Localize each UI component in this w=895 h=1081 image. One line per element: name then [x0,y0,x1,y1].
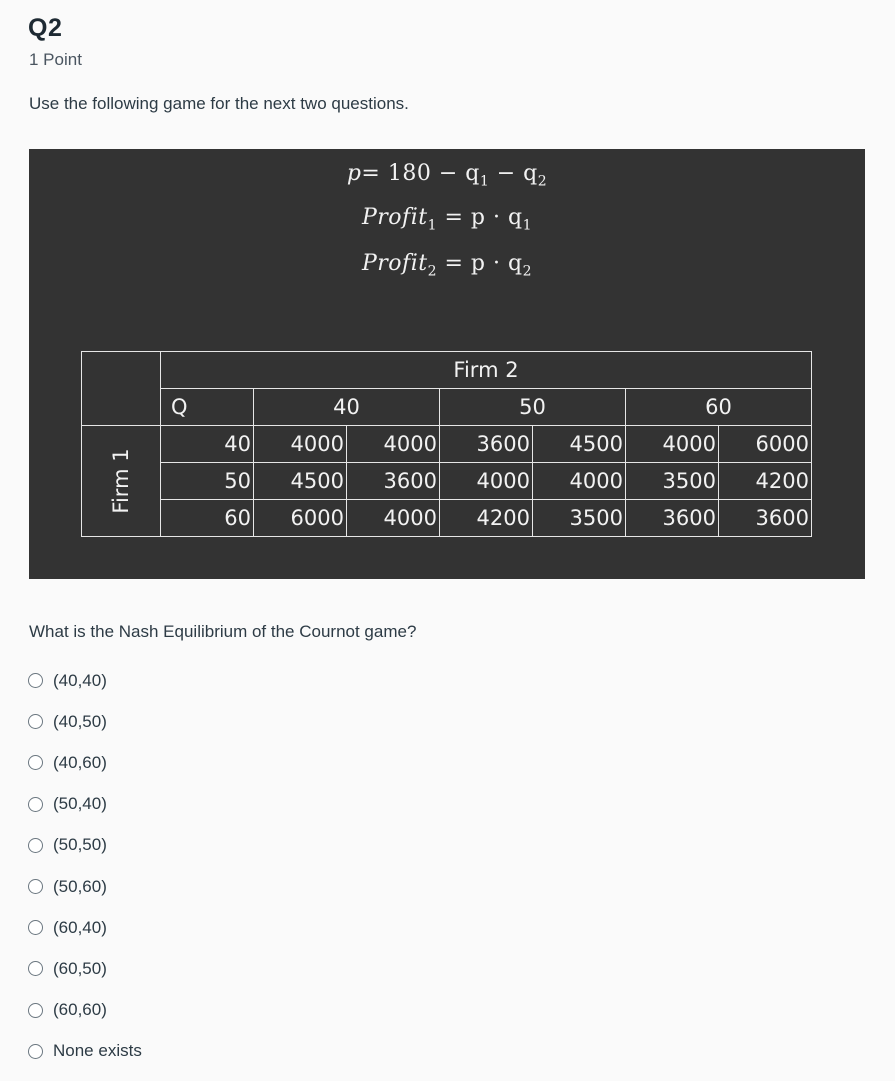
payoff-cell: 4200 [719,463,812,500]
option-label: (50,60) [53,876,107,896]
option-40-50[interactable] [28,701,142,742]
payoff-matrix [81,351,812,537]
col-strategy-60: 60 [626,389,812,426]
option-50-60[interactable] [28,866,142,907]
payoff-cell: 3600 [347,463,440,500]
option-label: (40,50) [53,711,107,731]
table-row [82,500,812,537]
col-player-label: Firm 2 [161,352,812,389]
option-60-40[interactable] [28,907,142,948]
question-points: 1 Point [29,50,82,69]
radio-button[interactable] [28,673,43,688]
option-label: None exists [53,1041,142,1061]
option-label: (40,40) [53,670,107,690]
payoff-cell: 3500 [626,463,719,500]
payoff-cell: 4500 [254,463,347,500]
row-strategy: 50 [161,463,254,500]
question-intro: Use the following game for the next two questions. [29,94,409,113]
row-player-cell [82,426,161,537]
option-label: (60,50) [53,958,107,978]
payoff-cell: 4000 [347,426,440,463]
radio-button[interactable] [28,797,43,812]
payoff-cell: 4000 [254,426,347,463]
payoff-cell: 4200 [440,500,533,537]
row-player-label: Firm 1 [109,448,133,514]
payoff-cell: 4000 [533,463,626,500]
quantity-header: Q [161,389,254,426]
radio-button[interactable] [28,879,43,894]
payoff-cell: 3600 [719,500,812,537]
option-50-50[interactable] [28,825,142,866]
radio-button[interactable] [28,1003,43,1018]
option-label: (40,60) [53,752,107,772]
profit1-equation: Profit$_1$ = $p \cdot q_1$ [361,205,532,234]
radio-button[interactable] [28,920,43,935]
table-row [82,426,812,463]
payoff-cell: 4000 [347,500,440,537]
answer-options [28,660,142,1072]
row-strategy: 60 [161,500,254,537]
radio-button[interactable] [28,714,43,729]
payoff-cell: 4000 [626,426,719,463]
col-strategy-40: 40 [254,389,440,426]
option-40-60[interactable] [28,742,142,783]
profit2-equation: Profit$_2$ = $p \cdot q_2$ [361,251,532,280]
game-image [29,149,865,579]
payoff-cell: 4500 [533,426,626,463]
option-60-60[interactable] [28,990,142,1031]
option-40-40[interactable] [28,660,142,701]
option-label: (60,40) [53,917,107,937]
option-label: (50,50) [53,835,107,855]
radio-button[interactable] [28,838,43,853]
question-title: Q2 [28,14,63,42]
price-equation: $p= 180 - q_1 - q_2$ [346,161,548,190]
question-prompt: What is the Nash Equilibrium of the Cournot game? [29,622,417,641]
option-label: (50,40) [53,794,107,814]
option-none-exists[interactable] [28,1031,142,1072]
payoff-cell: 6000 [254,500,347,537]
payoff-cell: 4000 [440,463,533,500]
radio-button[interactable] [28,755,43,770]
row-strategy: 40 [161,426,254,463]
radio-button[interactable] [28,961,43,976]
payoff-cell: 3500 [533,500,626,537]
option-50-40[interactable] [28,784,142,825]
payoff-cell: 6000 [719,426,812,463]
table-row [82,463,812,500]
option-label: (60,60) [53,1000,107,1020]
matrix-corner [82,352,161,426]
payoff-cell: 3600 [440,426,533,463]
radio-button[interactable] [28,1044,43,1059]
payoff-cell: 3600 [626,500,719,537]
col-strategy-50: 50 [440,389,626,426]
option-60-50[interactable] [28,948,142,989]
